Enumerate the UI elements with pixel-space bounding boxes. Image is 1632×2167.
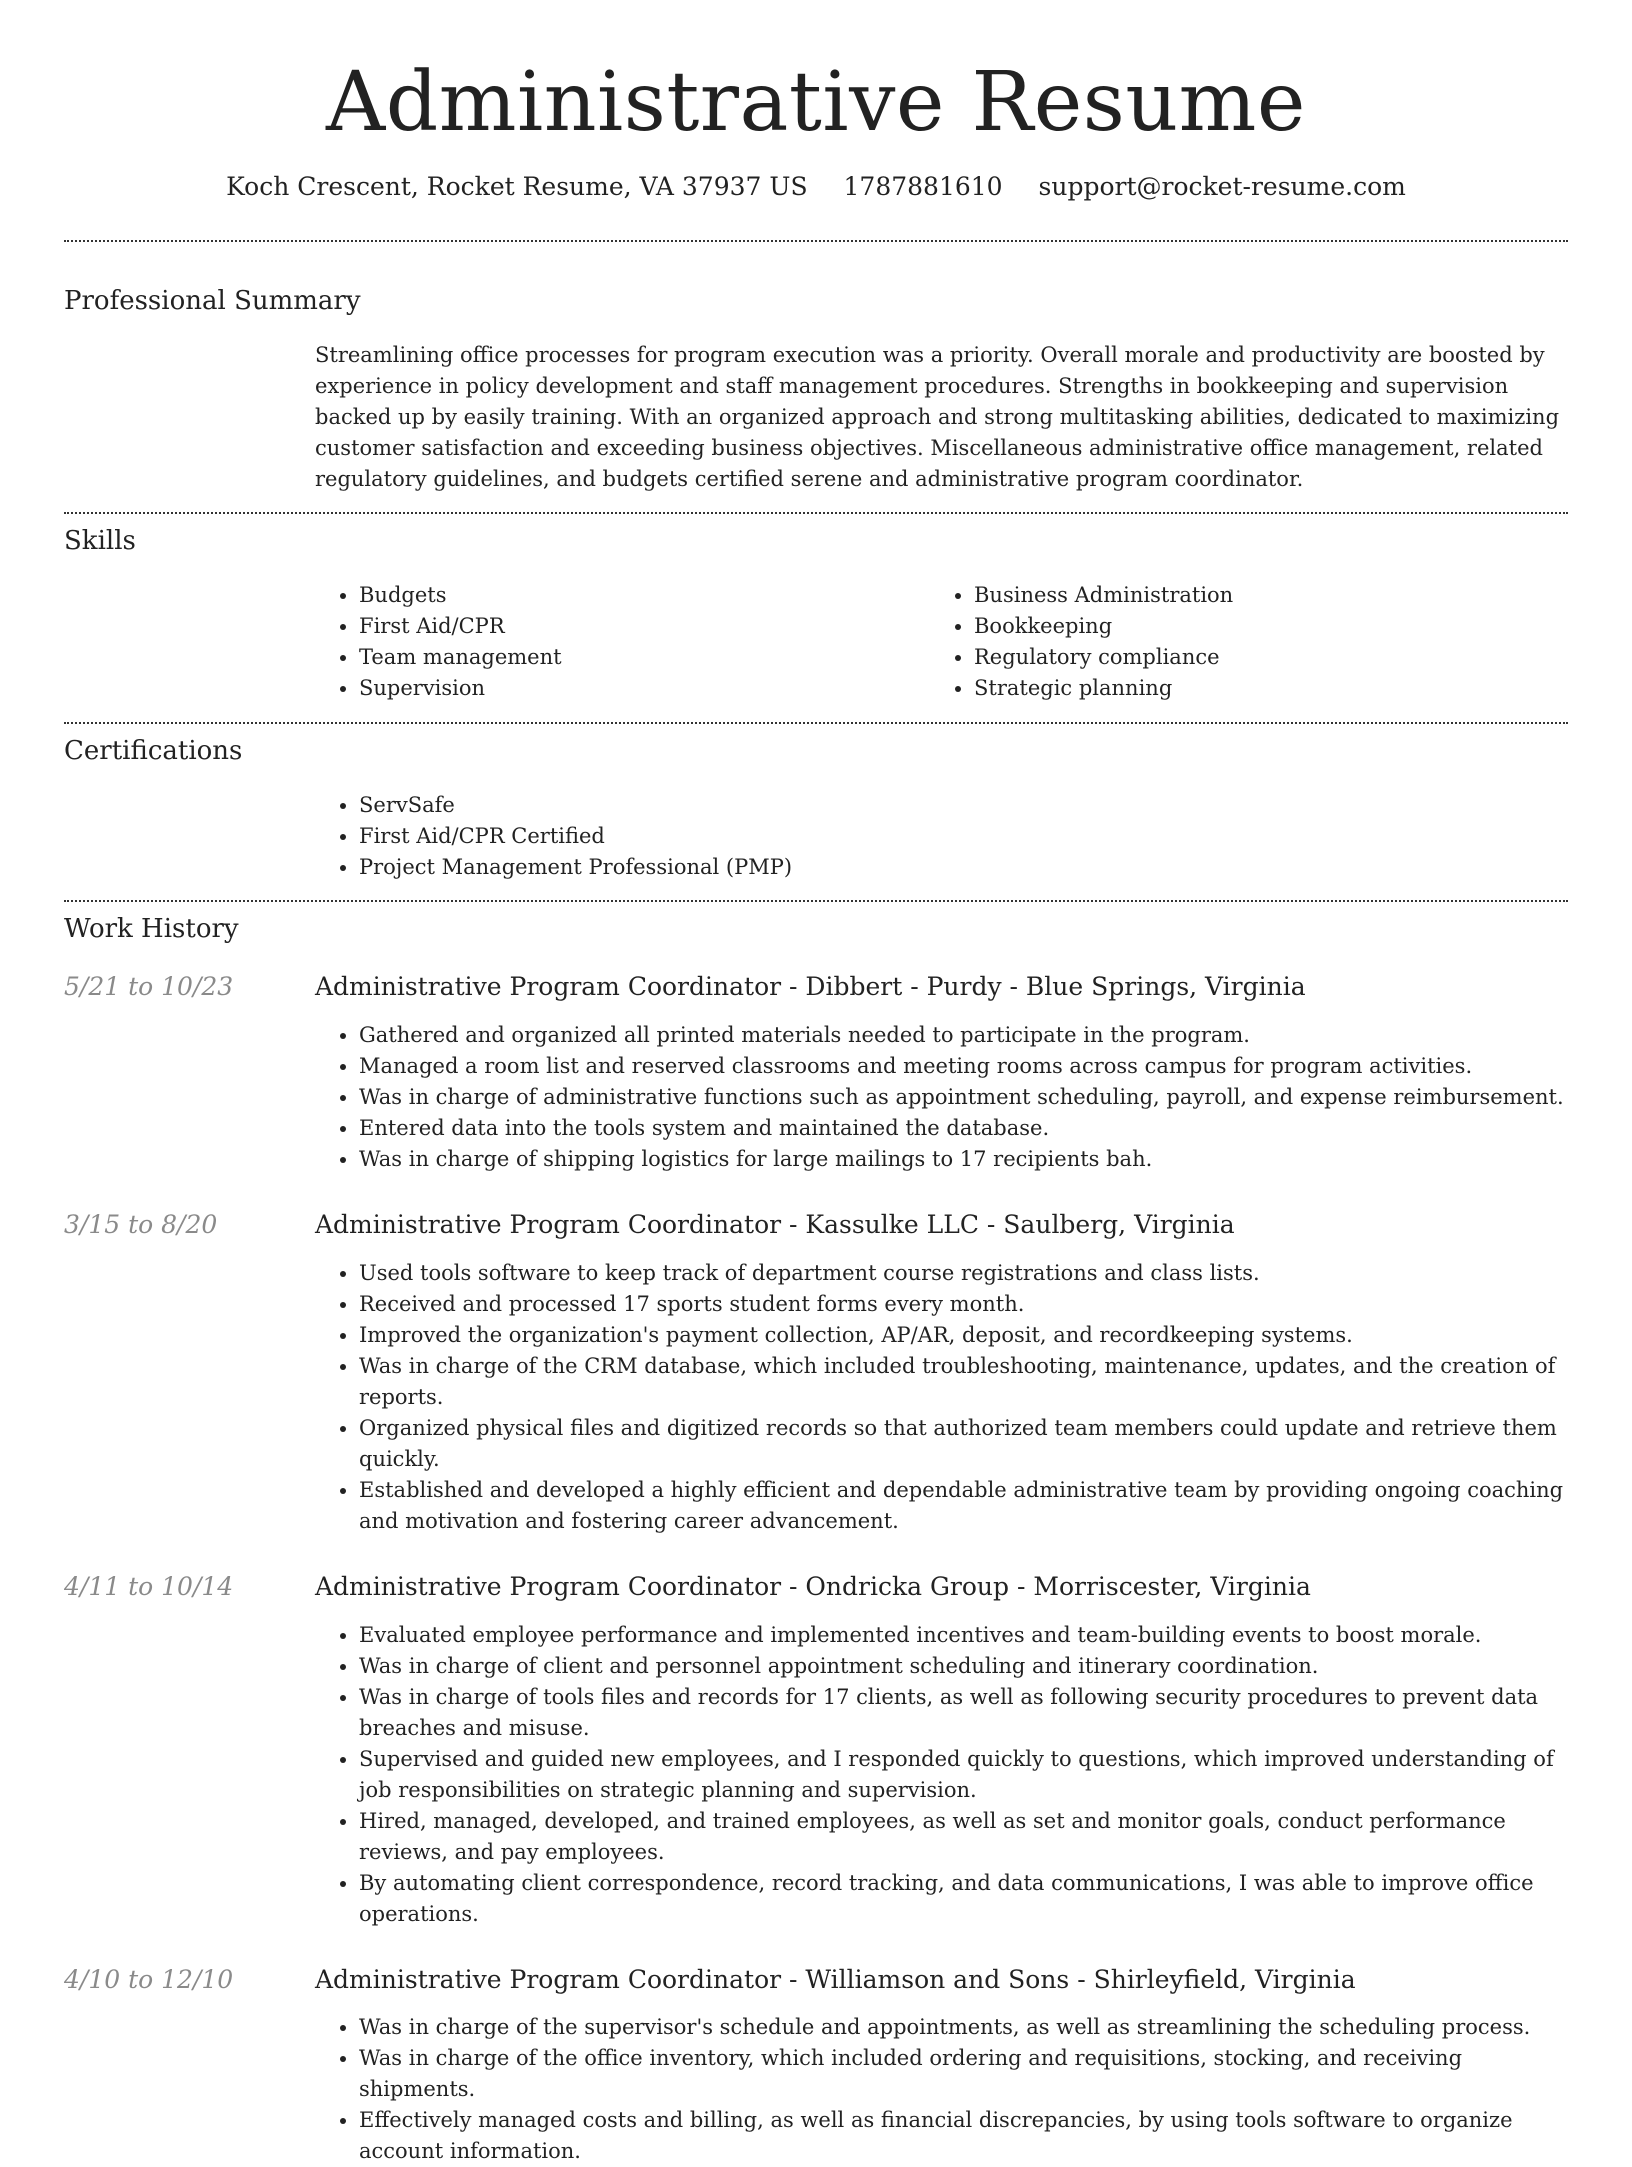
certification-item: • First Aid/CPR Certified	[359, 821, 792, 852]
skill-item: • Business Administration	[974, 580, 1233, 611]
job-bullet: • Hired, managed, developed, and trained employees, as well as set and monitor goals, conduct performance reviews, and pay employees.	[359, 1806, 1568, 1868]
job-bullet: • Received and processed 17 sports student forms every month.	[359, 1289, 1568, 1320]
job-bullet: • Supervised and guided new employees, and I responded quickly to questions, which improved understanding of job responsibilities on strategic planning and supervision.	[359, 1744, 1568, 1806]
divider	[64, 512, 1568, 514]
job-title: Administrative Program Coordinator - Williamson and Sons - Shirleyfield, Virginia	[315, 1965, 1356, 1994]
job-bullet: • Effectively managed costs and billing, as well as financial discrepancies, by using tools software to organize account information.	[359, 2105, 1568, 2167]
job-bullet: • Was in charge of shipping logistics for large mailings to 17 recipients bah.	[359, 1144, 1568, 1175]
job-bullet: • Was in charge of administrative functions such as appointment scheduling, payroll, and expense reimbursement.	[359, 1082, 1568, 1113]
job-bullet: • Managed a room list and reserved classrooms and meeting rooms across campus for program activities.	[359, 1051, 1568, 1082]
contact-address: Koch Crescent, Rocket Resume, VA 37937 US	[226, 172, 808, 201]
skills-heading: Skills	[64, 526, 136, 556]
job-dates: 3/15 to 8/20	[64, 1210, 218, 1239]
job-bullets	[315, 1620, 1568, 1930]
divider	[64, 900, 1568, 902]
job-bullets	[315, 1258, 1568, 1537]
skills-left-column	[315, 580, 562, 704]
skills-right-column	[930, 580, 1233, 704]
job-bullet: • Was in charge of client and personnel appointment scheduling and itinerary coordination.	[359, 1651, 1568, 1682]
skill-item: • First Aid/CPR	[359, 611, 562, 642]
job-bullet: • Was in charge of tools files and records for 17 clients, as well as following security procedures to prevent data breaches and misuse.	[359, 1682, 1568, 1744]
job-bullets	[315, 1020, 1568, 1175]
job-bullet: • Gathered and organized all printed materials needed to participate in the program.	[359, 1020, 1568, 1051]
certification-item: • ServSafe	[359, 790, 792, 821]
work-history-heading: Work History	[64, 914, 239, 944]
skill-item: • Supervision	[359, 673, 562, 704]
certification-item: • Project Management Professional (PMP)	[359, 852, 792, 883]
job-bullet: • By automating client correspondence, record tracking, and data communications, I was able to improve office operations.	[359, 1868, 1568, 1930]
job-bullets	[315, 2012, 1568, 2167]
contact-line	[0, 170, 1632, 204]
job-bullet: • Improved the organization's payment collection, AP/AR, deposit, and recordkeeping systems.	[359, 1320, 1568, 1351]
contact-phone: 1787881610	[843, 172, 1003, 201]
job-dates: 4/10 to 12/10	[64, 1965, 234, 1994]
job-bullet: • Established and developed a highly efficient and dependable administrative team by providing ongoing coaching and motivation and fostering career advancement.	[359, 1475, 1568, 1537]
certifications-list	[315, 790, 792, 883]
skill-item: • Strategic planning	[974, 673, 1233, 704]
job-title: Administrative Program Coordinator - Ondricka Group - Morriscester, Virginia	[315, 1572, 1311, 1601]
job-title: Administrative Program Coordinator - Kassulke LLC - Saulberg, Virginia	[315, 1210, 1235, 1239]
resume-name: Administrative Resume	[326, 55, 1306, 150]
job-dates: 5/21 to 10/23	[64, 972, 234, 1001]
divider	[64, 240, 1568, 242]
summary-text: Streamlining office processes for program execution was a priority. Overall morale and productivity are boosted by experience in policy development and staff management procedures. Strengths in bookkeeping and supervision backed up by easily training. With an organized approach and strong multitasking abilities, dedicated to maximizing customer satisfaction and exceeding business objectives. Miscellaneous administrative office management, related regulatory guidelines, and budgets certified serene and administrative program coordinator.	[315, 343, 1560, 491]
job-bullet: • Entered data into the tools system and maintained the database.	[359, 1113, 1568, 1144]
divider	[64, 722, 1568, 724]
job-bullet: • Evaluated employee performance and implemented incentives and team-building events to boost morale.	[359, 1620, 1568, 1651]
job-bullet: • Organized physical files and digitized records so that authorized team members could update and retrieve them quickly.	[359, 1413, 1568, 1475]
skill-item: • Team management	[359, 642, 562, 673]
contact-email: support@rocket-resume.com	[1038, 172, 1406, 201]
skill-item: • Regulatory compliance	[974, 642, 1233, 673]
job-bullet: • Was in charge of the CRM database, which included troubleshooting, maintenance, updates, and the creation of reports.	[359, 1351, 1568, 1413]
job-bullet: • Used tools software to keep track of department course registrations and class lists.	[359, 1258, 1568, 1289]
skill-item: • Budgets	[359, 580, 562, 611]
certifications-heading: Certifications	[64, 736, 243, 766]
job-dates: 4/11 to 10/14	[64, 1572, 234, 1601]
job-bullet: • Was in charge of the office inventory, which included ordering and requisitions, stocking, and receiving shipments.	[359, 2043, 1568, 2105]
job-title: Administrative Program Coordinator - Dibbert - Purdy - Blue Springs, Virginia	[315, 972, 1306, 1001]
skill-item: • Bookkeeping	[974, 611, 1233, 642]
job-bullet: • Was in charge of the supervisor's schedule and appointments, as well as streamlining the scheduling process.	[359, 2012, 1568, 2043]
summary-heading: Professional Summary	[64, 286, 361, 316]
